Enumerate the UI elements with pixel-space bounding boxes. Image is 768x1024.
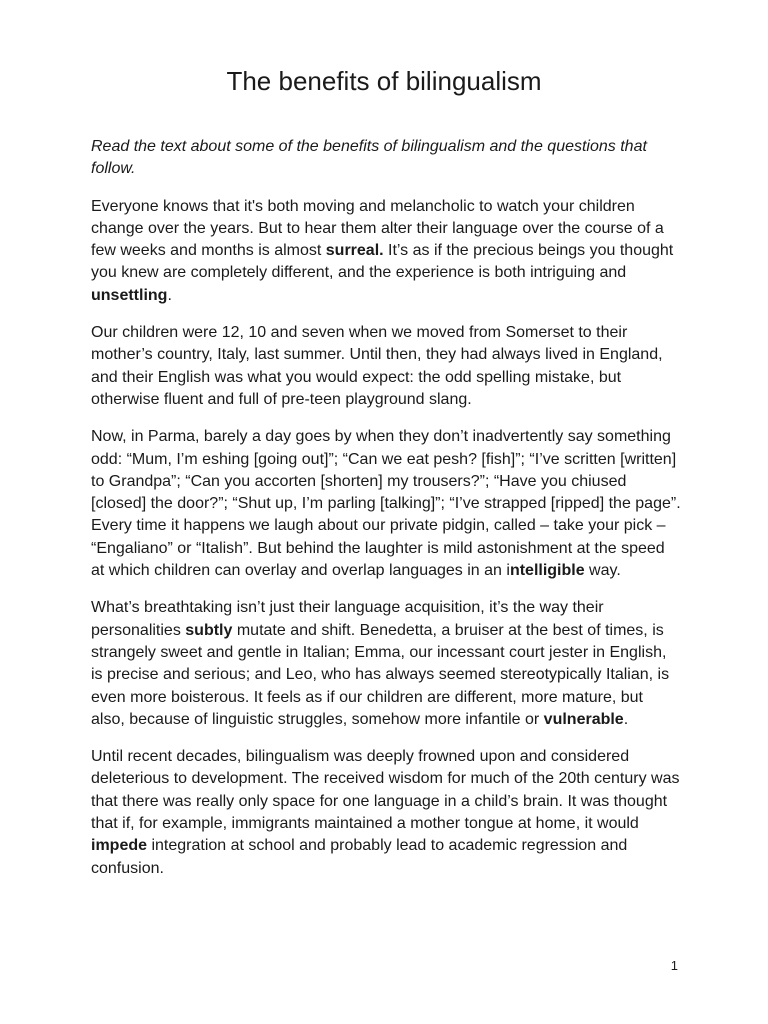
paragraph-1	[91, 196, 681, 307]
text-run: Until recent decades, bilingualism was deeply frowned upon and considered deleterious to development. The received wisdom for much of the 20th century was that there was really only space for one language in a child’s brain. It was thought that if, for example, immigrants maintained a mother tongue at home, it would	[91, 748, 680, 833]
text-run: .	[167, 286, 172, 304]
intro-instruction: Read the text about some of the benefits of bilingualism and the questions that follow.	[91, 138, 647, 178]
text-run: mutate and shift. Benedetta, a bruiser at the best of times, is strangely sweet and gentle in Italian; Emma, our incessant court jester in English, is precise and serious; and Leo, who has always seemed stereotypically Italian, is even more boisterous. It feels as if our children are different, more mature, but also, because of linguistic struggles, somehow more infantile or	[91, 621, 670, 728]
bold-word-vulnerable: vulnerable	[543, 710, 624, 728]
bold-word-subtly: subtly	[185, 621, 233, 639]
document-title: The benefits of bilingualism	[226, 66, 542, 96]
page-number: 1	[670, 958, 678, 973]
bold-word-unsettling: unsettling	[91, 286, 168, 304]
paragraph-5	[91, 746, 681, 880]
text-run: Now, in Parma, barely a day goes by when they don’t inadvertently say something odd: “Mum, I’m eshing [going out]”; “Can we eat pesh? [fish]”; “I’ve scritten [written] to Grandpa”; “Can you accorten [shorten] my trousers?”; “Have you chiused [closed] the door?”; “Shut up, I’m parling [talking]”; “I’ve strapped [ripped] the page”. Every time it happens we laugh about our private pidgin, called – take your pick – “Engaliano” or “Italish”. But behind the laughter is mild astonishment at the speed at which children can overlay and overlap languages in an i	[91, 428, 681, 580]
document-body	[91, 136, 681, 895]
text-run: .	[623, 710, 629, 728]
paragraph-3	[91, 426, 681, 582]
text-run: Everyone knows that it's both moving and melancholic to watch your children change over the years. But to hear them alter their language over the course of a few weeks and months is almost	[91, 197, 664, 260]
paragraph-4	[91, 597, 681, 731]
text-run: integration at school and probably lead to academic regression and confusion.	[91, 837, 628, 877]
text-run: way.	[584, 562, 621, 580]
paragraph-2	[91, 322, 681, 411]
bold-word-impede: impede	[91, 837, 148, 855]
bold-word-intelligible: ntelligible	[509, 562, 585, 580]
text-run: It’s as if the precious beings you thought you knew are completely different, and the experience is both intriguing and	[91, 242, 674, 282]
text-run: Our children were 12, 10 and seven when we moved from Somerset to their mother’s country, Italy, last summer. Until then, they had always lived in England, and their English was what you would expect: the odd spelling mistake, but otherwise fluent and full of pre-teen playground slang.	[91, 324, 663, 408]
bold-word-surreal: surreal.	[325, 242, 384, 260]
text-run: What’s breathtaking isn’t just their language acquisition, it’s the way their personalities	[91, 599, 604, 639]
